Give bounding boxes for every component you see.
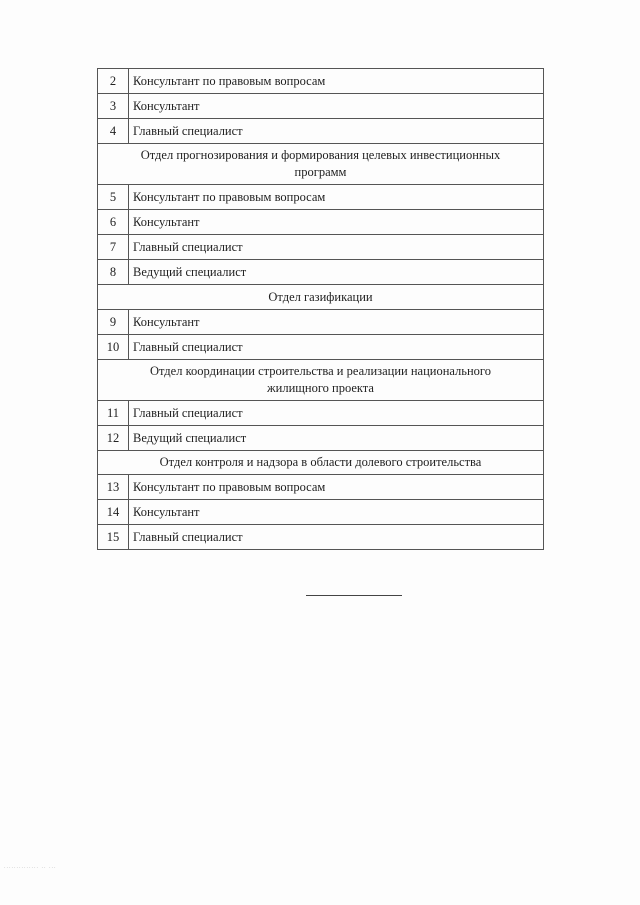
table-row — [98, 335, 544, 360]
row-number: 5 — [98, 185, 129, 210]
row-number: 2 — [98, 69, 129, 94]
position-title: Консультант — [129, 310, 544, 335]
position-title: Главный специалист — [129, 401, 544, 426]
staff-positions-table-body — [98, 69, 544, 550]
department-title: Отдел газификации — [98, 285, 544, 310]
department-header-row — [98, 144, 544, 185]
table-row — [98, 210, 544, 235]
position-title: Главный специалист — [129, 119, 544, 144]
closing-line — [306, 595, 402, 596]
scan-footer-mark: .............. .. ... — [4, 864, 57, 870]
table-row — [98, 475, 544, 500]
position-title: Главный специалист — [129, 235, 544, 260]
department-title: Отдел координации строительства и реализации национального жилищного проекта — [98, 360, 544, 401]
row-number: 14 — [98, 500, 129, 525]
position-title: Консультант — [129, 500, 544, 525]
position-title: Ведущий специалист — [129, 260, 544, 285]
row-number: 15 — [98, 525, 129, 550]
table-row — [98, 185, 544, 210]
position-title: Консультант — [129, 210, 544, 235]
position-title: Главный специалист — [129, 525, 544, 550]
department-title: Отдел контроля и надзора в области долевого строительства — [98, 451, 544, 475]
position-title: Консультант — [129, 94, 544, 119]
table-row — [98, 426, 544, 451]
table-row — [98, 525, 544, 550]
row-number: 11 — [98, 401, 129, 426]
position-title: Главный специалист — [129, 335, 544, 360]
row-number: 9 — [98, 310, 129, 335]
table-row — [98, 69, 544, 94]
department-header-row — [98, 360, 544, 401]
table-row — [98, 500, 544, 525]
table-row — [98, 235, 544, 260]
row-number: 4 — [98, 119, 129, 144]
department-header-row — [98, 451, 544, 475]
staff-positions-table — [97, 68, 544, 550]
row-number: 8 — [98, 260, 129, 285]
position-title: Консультант по правовым вопросам — [129, 475, 544, 500]
row-number: 10 — [98, 335, 129, 360]
position-title: Консультант по правовым вопросам — [129, 69, 544, 94]
table-row — [98, 94, 544, 119]
row-number: 6 — [98, 210, 129, 235]
table-row — [98, 310, 544, 335]
row-number: 3 — [98, 94, 129, 119]
position-title: Консультант по правовым вопросам — [129, 185, 544, 210]
table-row — [98, 119, 544, 144]
table-row — [98, 401, 544, 426]
row-number: 7 — [98, 235, 129, 260]
row-number: 12 — [98, 426, 129, 451]
department-header-row — [98, 285, 544, 310]
department-title: Отдел прогнозирования и формирования целевых инвестиционных программ — [98, 144, 544, 185]
row-number: 13 — [98, 475, 129, 500]
table-row — [98, 260, 544, 285]
position-title: Ведущий специалист — [129, 426, 544, 451]
